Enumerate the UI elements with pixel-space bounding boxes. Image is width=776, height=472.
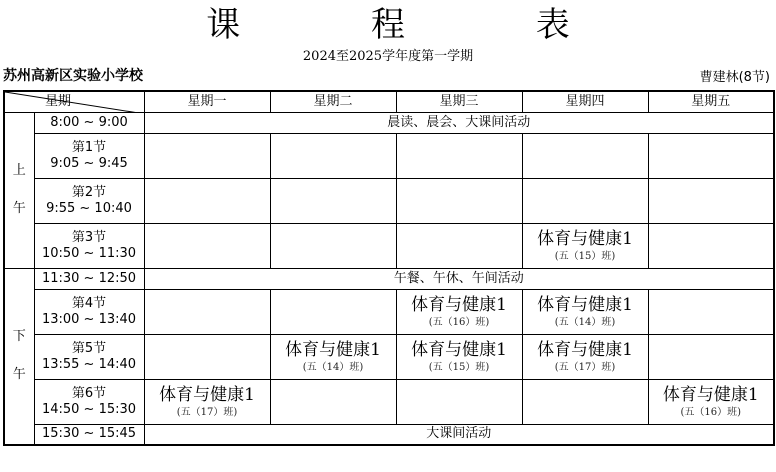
cell-empty: [648, 133, 774, 178]
cell-empty: [144, 133, 270, 178]
school-name: 苏州高新区实验小学校: [3, 68, 143, 84]
day-header-mon: 星期一: [144, 91, 270, 112]
period-label: 第4节 13:00 ~ 13:40: [34, 289, 144, 334]
period-label: 第1节 9:05 ~ 9:45: [34, 133, 144, 178]
period-label: 第3节 10:50 ~ 11:30: [34, 223, 144, 268]
page-title: 课 程 表: [206, 5, 630, 45]
timetable: [3, 90, 775, 446]
cell-empty: [522, 133, 648, 178]
cell-empty: [522, 379, 648, 424]
table-row: [4, 223, 774, 268]
table-row: [4, 334, 774, 379]
period-label: 第2节 9:55 ~ 10:40: [34, 178, 144, 223]
row-time: 11:30 ~ 12:50: [34, 268, 144, 289]
cell-empty: [648, 223, 774, 268]
cell-empty: [144, 289, 270, 334]
day-header-fri: 星期五: [648, 91, 774, 112]
table-row: [4, 178, 774, 223]
cell-empty: [396, 223, 522, 268]
corner-label: 星期: [45, 94, 72, 109]
table-row: [4, 268, 774, 289]
cell-empty: [144, 334, 270, 379]
course-cell: 体育与健康1 (五（14）班): [270, 334, 396, 379]
table-row: [4, 379, 774, 424]
table-row: [4, 133, 774, 178]
header-row: [4, 91, 774, 112]
table-row: [4, 112, 774, 133]
cell-empty: [396, 178, 522, 223]
row-time: 8:00 ~ 9:00: [34, 112, 144, 133]
cell-empty: [648, 289, 774, 334]
cell-empty: [270, 178, 396, 223]
table-row: [4, 289, 774, 334]
course-cell: 体育与健康1 (五（17）班): [522, 334, 648, 379]
corner-cell: [4, 91, 144, 112]
cell-empty: [648, 178, 774, 223]
afternoon-activity: 大课间活动: [144, 424, 774, 445]
teacher-name: 曹建林(8节): [699, 70, 770, 85]
day-header-tue: 星期二: [270, 91, 396, 112]
course-cell: 体育与健康1 (五（15）班): [522, 223, 648, 268]
morning-activity: 晨读、晨会、大课间活动: [144, 112, 774, 133]
period-label: 第5节 13:55 ~ 14:40: [34, 334, 144, 379]
semester-subtitle: 2024至2025学年度第一学期: [302, 49, 474, 64]
course-cell: 体育与健康1 (五（14）班): [522, 289, 648, 334]
cell-empty: [270, 223, 396, 268]
afternoon-label: 下 午: [4, 268, 34, 445]
course-cell: 体育与健康1 (五（16）班): [648, 379, 774, 424]
row-time: 15:30 ~ 15:45: [34, 424, 144, 445]
cell-empty: [648, 334, 774, 379]
cell-empty: [144, 178, 270, 223]
noon-activity: 午餐、午休、午间活动: [144, 268, 774, 289]
cell-empty: [270, 133, 396, 178]
cell-empty: [396, 379, 522, 424]
table-row: [4, 424, 774, 445]
morning-label: 上 午: [4, 112, 34, 268]
diagonal-divider: [5, 92, 144, 112]
day-header-wed: 星期三: [396, 91, 522, 112]
course-cell: 体育与健康1 (五（15）班): [396, 334, 522, 379]
cell-empty: [144, 223, 270, 268]
day-header-thu: 星期四: [522, 91, 648, 112]
cell-empty: [270, 379, 396, 424]
cell-empty: [522, 178, 648, 223]
cell-empty: [396, 133, 522, 178]
cell-empty: [270, 289, 396, 334]
period-label: 第6节 14:50 ~ 15:30: [34, 379, 144, 424]
course-cell: 体育与健康1 (五（16）班): [396, 289, 522, 334]
course-cell: 体育与健康1 (五（17）班): [144, 379, 270, 424]
